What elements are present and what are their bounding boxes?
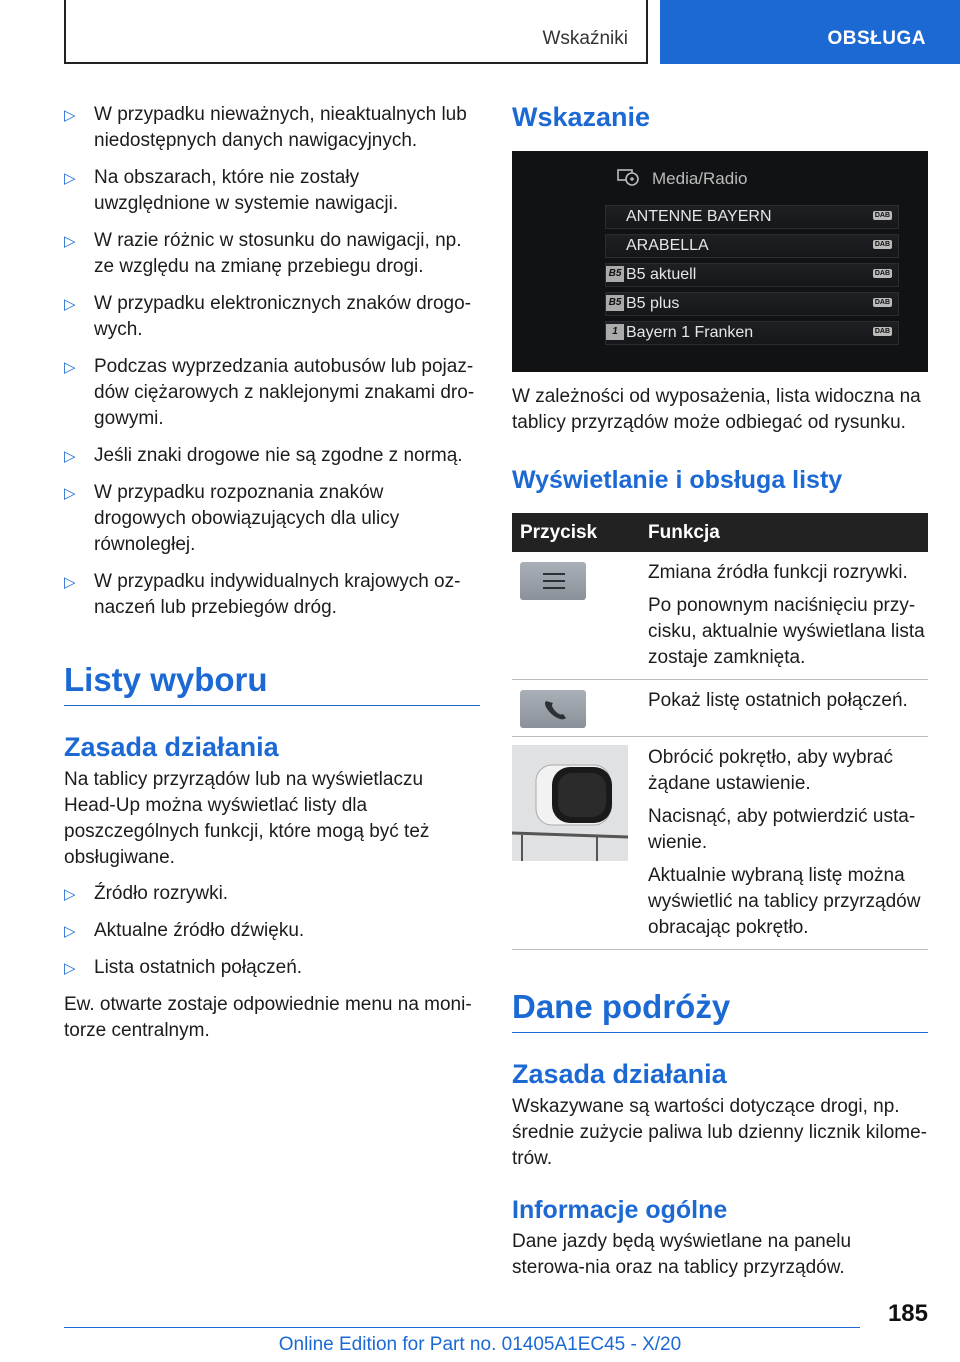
list-item: ▷ W przypadku nieważnych, nieaktualnych lub niedostępnych danych nawigacyjnych. [64, 104, 467, 151]
subsection-title: Zasada działania [64, 732, 279, 762]
list-item: ▷ W razie różnic w stosunku do nawigacji, np. ze względu na zmianę przebiegu drogi. [64, 230, 462, 277]
image-caption: W zależności od wyposażenia, lista widoczna na tablicy przyrządów może odbiegać od rysunku. [512, 386, 921, 433]
station-row [605, 321, 899, 345]
list-icon [520, 562, 586, 600]
dab-badge: DAB [874, 270, 890, 277]
bullet-triangle-icon: ▷ [64, 886, 76, 903]
list-item: ▷ Na obszarach, które nie zostały uwzględnione w systemie nawigacji. [64, 167, 399, 214]
station-row [605, 205, 899, 229]
dab-badge: DAB [874, 241, 890, 248]
function-text: Zmiana źródła funkcji rozrywki. [648, 562, 908, 583]
table-row [512, 680, 928, 737]
list-item: ▷ W przypadku elektronicznych znaków drogo‐wych. [64, 293, 472, 340]
station-name: B5 plus [626, 295, 680, 312]
trip-section-title: Dane podróży [512, 988, 928, 1033]
bullet-triangle-icon: ▷ [64, 107, 76, 124]
bullet-triangle-icon: ▷ [64, 574, 76, 591]
station-name: Bayern 1 Franken [626, 324, 754, 341]
station-logo: B5 [606, 295, 624, 311]
column-header-function: Funkcja [640, 513, 928, 552]
list-section-title: Wyświetlanie i obsługa listy [512, 466, 843, 494]
function-text: Nacisnąć, aby potwierdzić usta‐wienie. [648, 806, 916, 853]
header-chapter-tab: OBSŁUGA [660, 0, 960, 64]
radio-title: Media/Radio [652, 169, 748, 188]
function-text: Obrócić pokrętło, aby wybrać żądane ustawienie. [648, 747, 893, 794]
dab-badge: DAB [874, 212, 890, 219]
general-info-paragraph: Dane jazdy będą wyświetlane na panelu sterowa‐nia oraz na tablicy przyrządów. [512, 1231, 852, 1278]
footer-edition: Online Edition for Part no. 01405A1EC45 - X/20 [278, 1334, 682, 1355]
page-number: 185 [887, 1300, 928, 1327]
station-logo: 1 [606, 324, 624, 340]
bullet-triangle-icon: ▷ [64, 448, 76, 465]
station-row [605, 292, 899, 316]
header-section-title: Wskaźniki [542, 28, 628, 49]
radio-display-image [512, 151, 928, 372]
station-row [605, 234, 899, 258]
right-column [512, 102, 928, 1281]
bullet-triangle-icon: ▷ [64, 170, 76, 187]
list-item: ▷ Lista ostatnich połączeń. [64, 955, 480, 981]
knob-icon [512, 745, 628, 861]
media-radio-icon [616, 165, 640, 187]
function-text: Po ponownym naciśnięciu przy‐cisku, aktualnie wyświetlana lista zostaje zamknięta. [648, 595, 925, 668]
footer-divider [64, 1327, 860, 1328]
bullet-triangle-icon: ▷ [64, 296, 76, 313]
bullet-triangle-icon: ▷ [64, 485, 76, 502]
bullet-triangle-icon: ▷ [64, 359, 76, 376]
trip-subsection-title: Zasada działania [512, 1059, 727, 1089]
phone-icon [520, 690, 586, 728]
outro-paragraph: Ew. otwarte zostaje odpowiednie menu na moni‐torze centralnym. [64, 994, 472, 1041]
intro-paragraph: Na tablicy przyrządów lub na wyświetlaczu Head-Up można wyświetlać listy dla poszczególnych funkcji, które mogą być też obsługiwane. [64, 769, 430, 868]
conditions-list [64, 102, 480, 621]
controls-table [512, 513, 928, 950]
station-name: ARABELLA [626, 237, 709, 254]
bullet-triangle-icon: ▷ [64, 960, 76, 977]
station-name: ANTENNE BAYERN [626, 208, 772, 225]
general-info-title: Informacje ogólne [512, 1196, 728, 1224]
bullet-triangle-icon: ▷ [64, 233, 76, 250]
function-text: Aktualnie wybraną listę można wyświetlić na tablicy przyrządów obracając pokrętło. [648, 865, 921, 938]
bullet-triangle-icon: ▷ [64, 923, 76, 940]
station-logo: B5 [606, 266, 624, 282]
list-item: ▷ W przypadku indywidualnych krajowych oz‐naczeń lub przebiegów dróg. [64, 571, 461, 618]
dab-badge: DAB [874, 299, 890, 306]
list-item: ▷ Źródło rozrywki. [64, 881, 480, 907]
station-row [605, 263, 899, 287]
section-title: Listy wyboru [64, 661, 480, 706]
column-header-button: Przycisk [512, 513, 640, 552]
list-item: ▷ Podczas wyprzedzania autobusów lub pojaz‐dów ciężarowych z naklejonymi znakami dro‐gowymi. [64, 356, 475, 429]
left-column [64, 102, 480, 1044]
list-item: ▷ Jeśli znaki drogowe nie są zgodne z normą. [64, 443, 480, 469]
table-row [512, 552, 928, 680]
station-name: B5 aktuell [626, 266, 697, 283]
dab-badge: DAB [874, 328, 890, 335]
lists-list [64, 881, 480, 981]
table-row [512, 737, 928, 950]
list-item: ▷ Aktualne źródło dźwięku. [64, 918, 480, 944]
list-item: ▷ W przypadku rozpoznania znaków drogowych obowiązujących dla ulicy równoległej. [64, 482, 400, 555]
trip-paragraph: Wskazywane są wartości dotyczące drogi, np. średnie zużycie paliwa lub dzienny licznik kilome‐trów. [512, 1096, 928, 1169]
header-frame [64, 0, 648, 64]
function-text: Pokaż listę ostatnich połączeń. [648, 690, 908, 711]
display-title: Wskazanie [512, 102, 651, 132]
